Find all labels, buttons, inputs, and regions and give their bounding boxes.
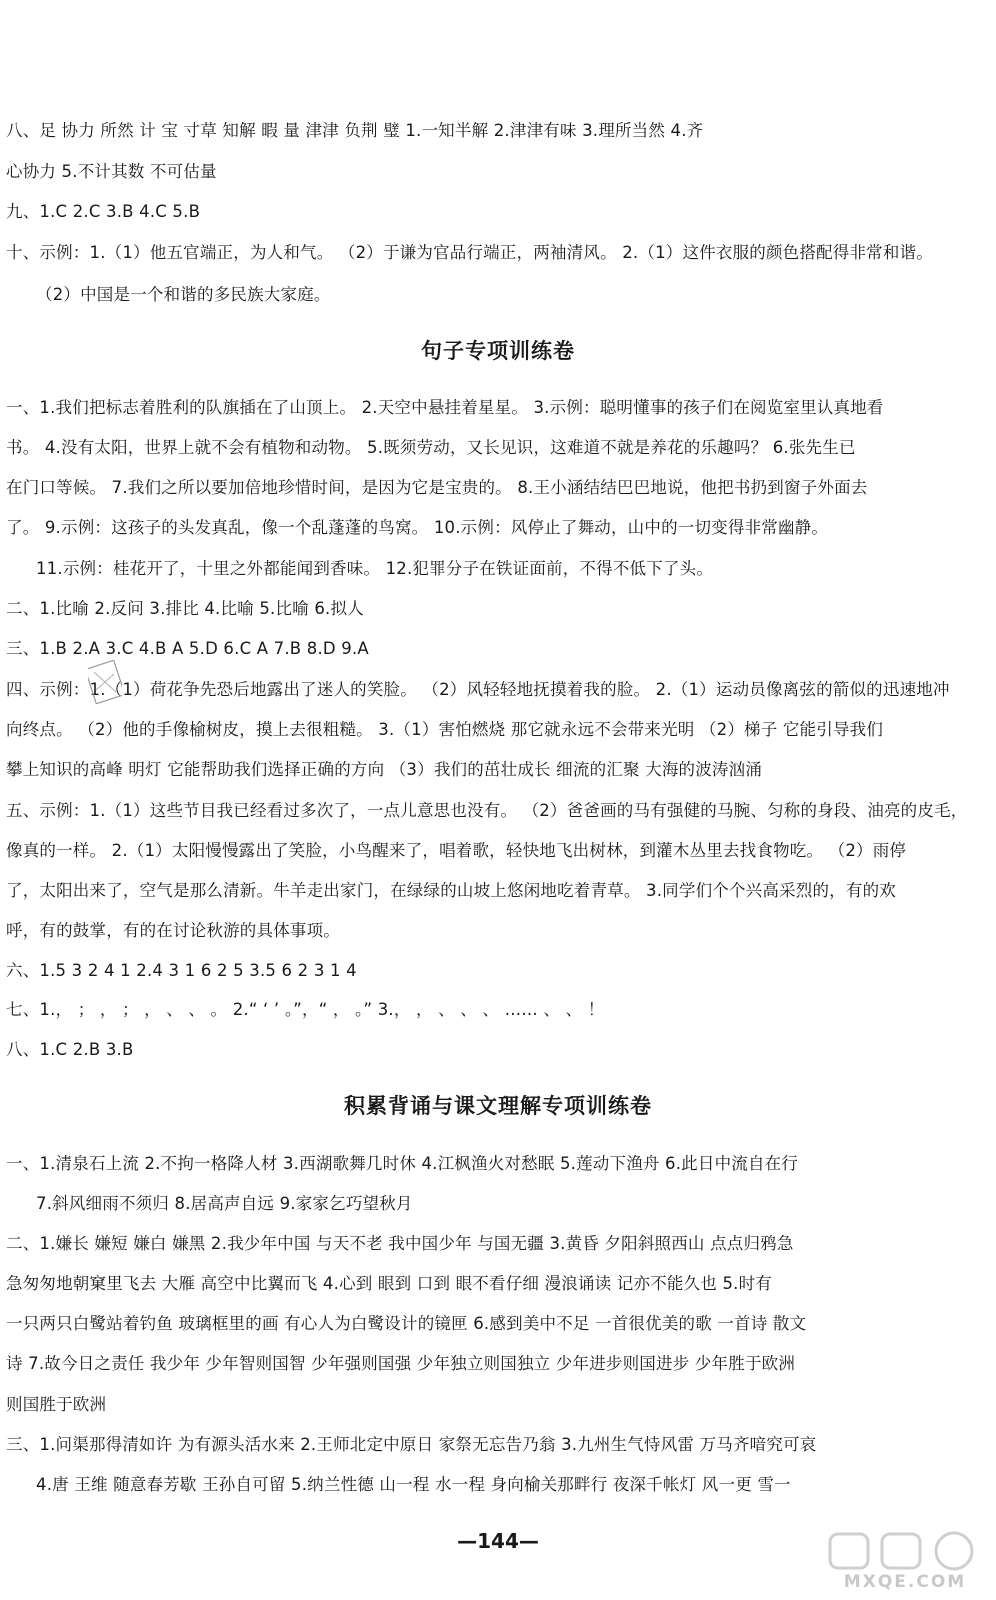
sentence-q4-line: 四、示例：1.（1）荷花争先恐后地露出了迷人的笑脸。 （2）风轻轻地抚摸着我的脸。 2.（1）运动员像离弦的箭似的迅速地冲 (6, 680, 950, 699)
watermark-text: MXQE.COM (843, 1572, 967, 1592)
recitation-section-title: 积累背诵与课文理解专项训练卷 (344, 1094, 652, 1118)
sentence-q8-line: 八、1.C 2.B 3.B (6, 1040, 134, 1059)
sentence-q1-line: 11.示例：桂花开了，十里之外都能闻到香味。 12.犯罪分子在铁证面前，不得不低下了头。 (36, 559, 714, 578)
section-nine-line: 九、1.C 2.C 3.B 4.C 5.B (6, 202, 201, 221)
sentence-q1-line: 一、1.我们把标志着胜利的队旗插在了山顶上。 2.天空中悬挂着星星。 3.示例：聪明懂事的孩子们在阅览室里认真地看 (6, 398, 884, 417)
recitation-q2-line: 则国胜于欧洲 (6, 1395, 107, 1414)
sentence-q2-line: 二、1.比喻 2.反问 3.排比 4.比喻 5.比喻 6.拟人 (6, 599, 364, 618)
sentence-q1-line: 了。 9.示例：这孩子的头发真乱，像一个乱蓬蓬的鸟窝。 10.示例：风停止了舞动，山中的一切变得非常幽静。 (6, 518, 829, 537)
section-ten-line-1: 十、示例：1.（1）他五官端正，为人和气。 （2）于谦为官品行端正，两袖清风。 2.（1）这件衣服的颜色搭配得非常和谐。 (6, 243, 933, 262)
section-eight-line-1: 八、足 协力 所然 计 宝 寸草 知解 暇 量 津津 负荆 璧 1.一知半解 2.津津有味 3.理所当然 4.齐 (6, 121, 704, 140)
recitation-q2-line: 一只两只白鹭站着钓鱼 玻璃框里的画 有心人为白鹭设计的镜匣 6.感到美中不足 一首很优美的歌 一首诗 散文 (6, 1314, 807, 1333)
section-ten-line-2: （2）中国是一个和谐的多民族大家庭。 (36, 285, 331, 304)
sentence-q1-line: 在门口等候。 7.我们之所以要加倍地珍惜时间，是因为它是宝贵的。 8.王小涵结结巴巴地说，他把书扔到窗子外面去 (6, 478, 868, 497)
sentence-q1-line: 书。 4.没有太阳，世界上就不会有植物和动物。 5.既须劳动，又长见识，这难道不就是养花的乐趣吗？ 6.张先生已 (6, 438, 856, 457)
sentence-q6-line: 六、1.5 3 2 4 1 2.4 3 1 6 2 5 3.5 6 2 3 1 4 (6, 961, 357, 980)
sentence-q4-line: 攀上知识的高峰 明灯 它能帮助我们选择正确的方向 （3）我们的茁壮成长 细流的汇聚 大海的波涛汹涌 (6, 760, 763, 779)
sentence-q4-line: 向终点。 （2）他的手像榆树皮，摸上去很粗糙。 3.（1）害怕燃烧 那它就永远不会带来光明 （2）梯子 它能引导我们 (6, 720, 884, 739)
sentence-q7-line: 七、1.， ； ， ； ， 、 、 。 2.“ ‘ ’ 。”，“ ， 。” 3.， ， 、 、 、 …… 、 、 ！ (6, 1000, 605, 1019)
recitation-q3-line: 三、1.问渠那得清如许 为有源头活水来 2.王师北定中原日 家祭无忘告乃翁 3.九州生气恃风雷 万马齐喑究可哀 (6, 1435, 817, 1454)
recitation-q2-line: 急匆匆地朝窠里飞去 大雁 高空中比翼而飞 4.心到 眼到 口到 眼不看仔细 漫浪诵读 记亦不能久也 5.时有 (6, 1274, 772, 1293)
recitation-q2-line: 诗 7.故今日之责任 我少年 少年智则国智 少年强则国强 少年独立则国独立 少年进步则国进步 少年胜于欧洲 (6, 1354, 796, 1373)
recitation-q3-line: 4.唐 王维 随意春芳歇 王孙自可留 5.纳兰性德 山一程 水一程 身向榆关那畔行 夜深千帐灯 风一更 雪一 (36, 1475, 791, 1494)
recitation-q1-line: 一、1.清泉石上流 2.不拘一格降人材 3.西湖歌舞几时休 4.江枫渔火对愁眠 5.莲动下渔舟 6.此日中流自在行 (6, 1154, 799, 1173)
sentence-q5-line: 像真的一样。 2.（1）太阳慢慢露出了笑脸，小鸟醒来了，唱着歌，轻快地飞出树林，到灌木丛里去找食物吃。 （2）雨停 (6, 841, 907, 860)
sentence-q5-line: 了，太阳出来了，空气是那么清新。牛羊走出家门，在绿绿的山坡上悠闲地吃着青草。 3.同学们个个兴高采烈的，有的欢 (6, 881, 896, 900)
sentence-q5-line: 呼，有的鼓掌，有的在讨论秋游的具体事项。 (6, 921, 340, 940)
watermark (820, 1528, 990, 1594)
stamp-icon (88, 660, 122, 704)
recitation-q1-line: 7.斜风细雨不须归 8.居高声自远 9.家家乞巧望秋月 (36, 1194, 413, 1213)
sentence-section-title: 句子专项训练卷 (421, 339, 575, 363)
recitation-q2-line: 二、1.嫌长 嫌短 嫌白 嫌黑 2.我少年中国 与天不老 我中国少年 与国无疆 3.黄昏 夕阳斜照西山 点点归鸦急 (6, 1234, 794, 1253)
watermark-logo-icon (820, 1528, 990, 1572)
sentence-q3-line: 三、1.B 2.A 3.C 4.B A 5.D 6.C A 7.B 8.D 9.A (6, 639, 369, 658)
section-eight-line-2: 心协力 5.不计其数 不可估量 (6, 162, 217, 181)
stamp-mark (88, 660, 122, 704)
sentence-q5-line: 五、示例：1.（1）这些节目我已经看过多次了，一点儿意思也没有。 （2）爸爸画的马有强健的马腕、匀称的身段、油亮的皮毛， (6, 801, 968, 820)
page-number: —144— (457, 1529, 539, 1553)
